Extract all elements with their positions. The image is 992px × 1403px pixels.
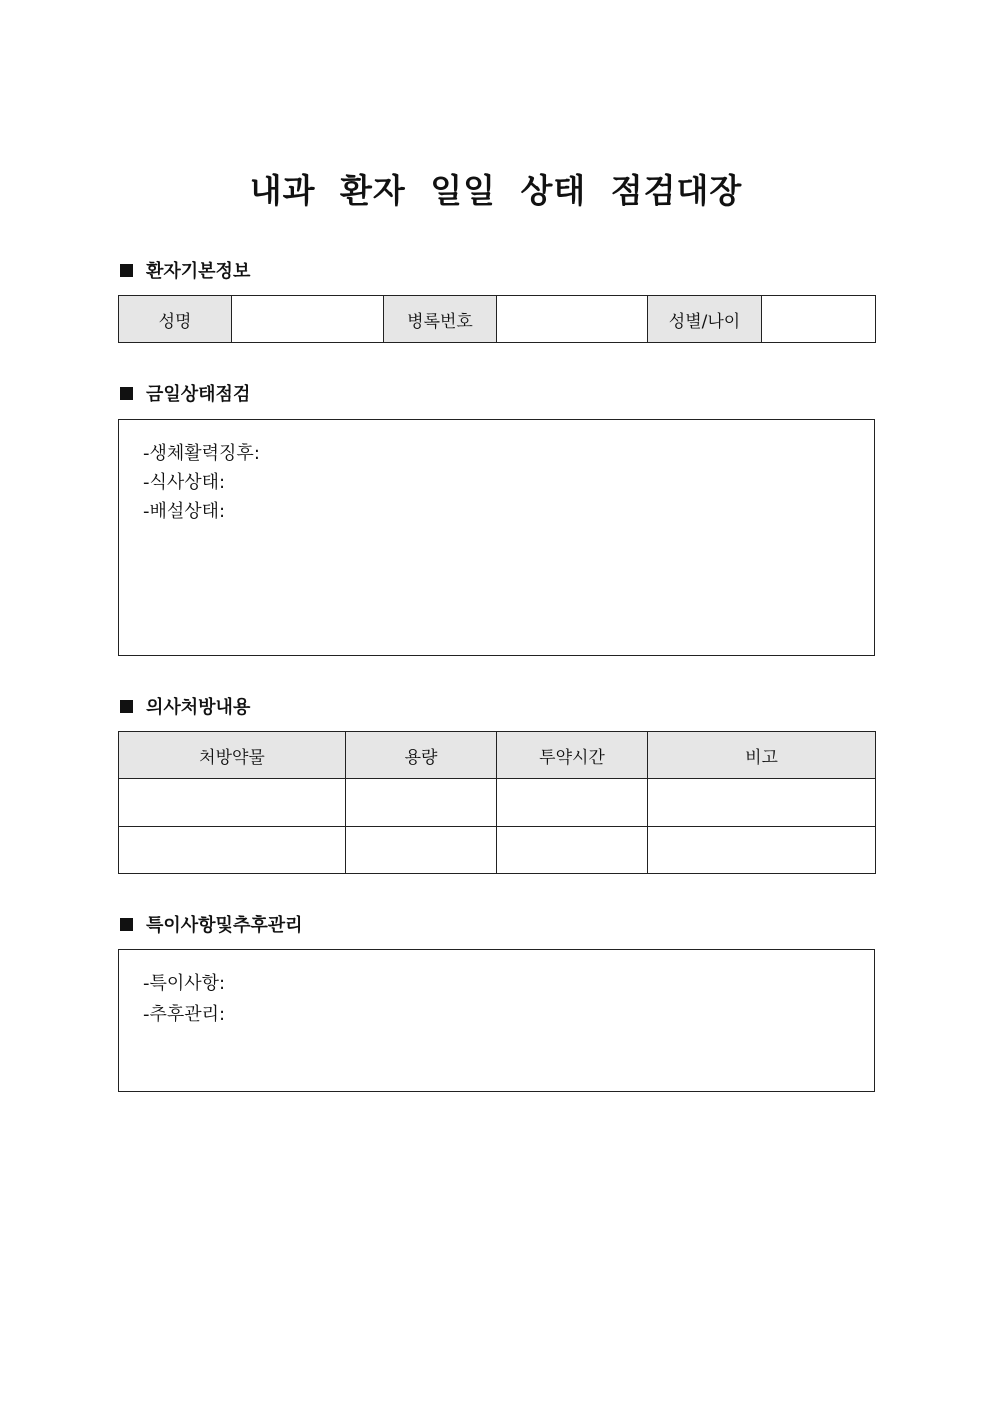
excretion-status-line: -배설상태: [143, 501, 226, 522]
follow-up-line: -추후관리: [143, 1004, 226, 1025]
name-label: 성명 [119, 296, 232, 343]
basic-info-table [118, 295, 876, 343]
section-heading-label: 특이사항및추후관리 [146, 915, 303, 936]
sex-age-field[interactable] [762, 296, 876, 343]
remarks-cell[interactable] [648, 827, 876, 874]
table-row [119, 827, 876, 874]
notes-box[interactable] [118, 949, 875, 1092]
meal-status-line: -식사상태: [143, 472, 226, 493]
vital-signs-line: -생체활력징후: [143, 443, 260, 464]
record-number-label: 병록번호 [384, 296, 497, 343]
medication-cell[interactable] [119, 779, 346, 827]
medication-cell[interactable] [119, 827, 346, 874]
prescription-table [118, 731, 876, 874]
special-notes-line: -특이사항: [143, 973, 226, 994]
page-title: 내과 환자 일일 상태 점검대장 [249, 171, 743, 210]
column-header-medication: 처방약물 [119, 732, 346, 779]
column-header-remarks: 비고 [648, 732, 876, 779]
sex-age-label: 성별/나이 [648, 296, 762, 343]
square-bullet-icon [120, 264, 133, 277]
dose-cell[interactable] [346, 827, 497, 874]
table-row [119, 779, 876, 827]
dosing-time-cell[interactable] [497, 779, 648, 827]
column-header-dosing-time: 투약시간 [497, 732, 648, 779]
remarks-cell[interactable] [648, 779, 876, 827]
dose-cell[interactable] [346, 779, 497, 827]
section-heading-prescription [120, 694, 250, 718]
section-heading-label: 의사처방내용 [146, 697, 251, 718]
name-field[interactable] [232, 296, 384, 343]
section-heading-label: 환자기본정보 [146, 261, 251, 282]
square-bullet-icon [120, 387, 133, 400]
square-bullet-icon [120, 918, 133, 931]
section-heading-basic-info [120, 258, 250, 282]
today-status-box[interactable] [118, 419, 875, 656]
section-heading-label: 금일상태점검 [146, 384, 251, 405]
section-heading-today-status [120, 381, 250, 405]
record-number-field[interactable] [497, 296, 648, 343]
dosing-time-cell[interactable] [497, 827, 648, 874]
section-heading-notes [120, 912, 303, 936]
column-header-dose: 용량 [346, 732, 497, 779]
square-bullet-icon [120, 700, 133, 713]
